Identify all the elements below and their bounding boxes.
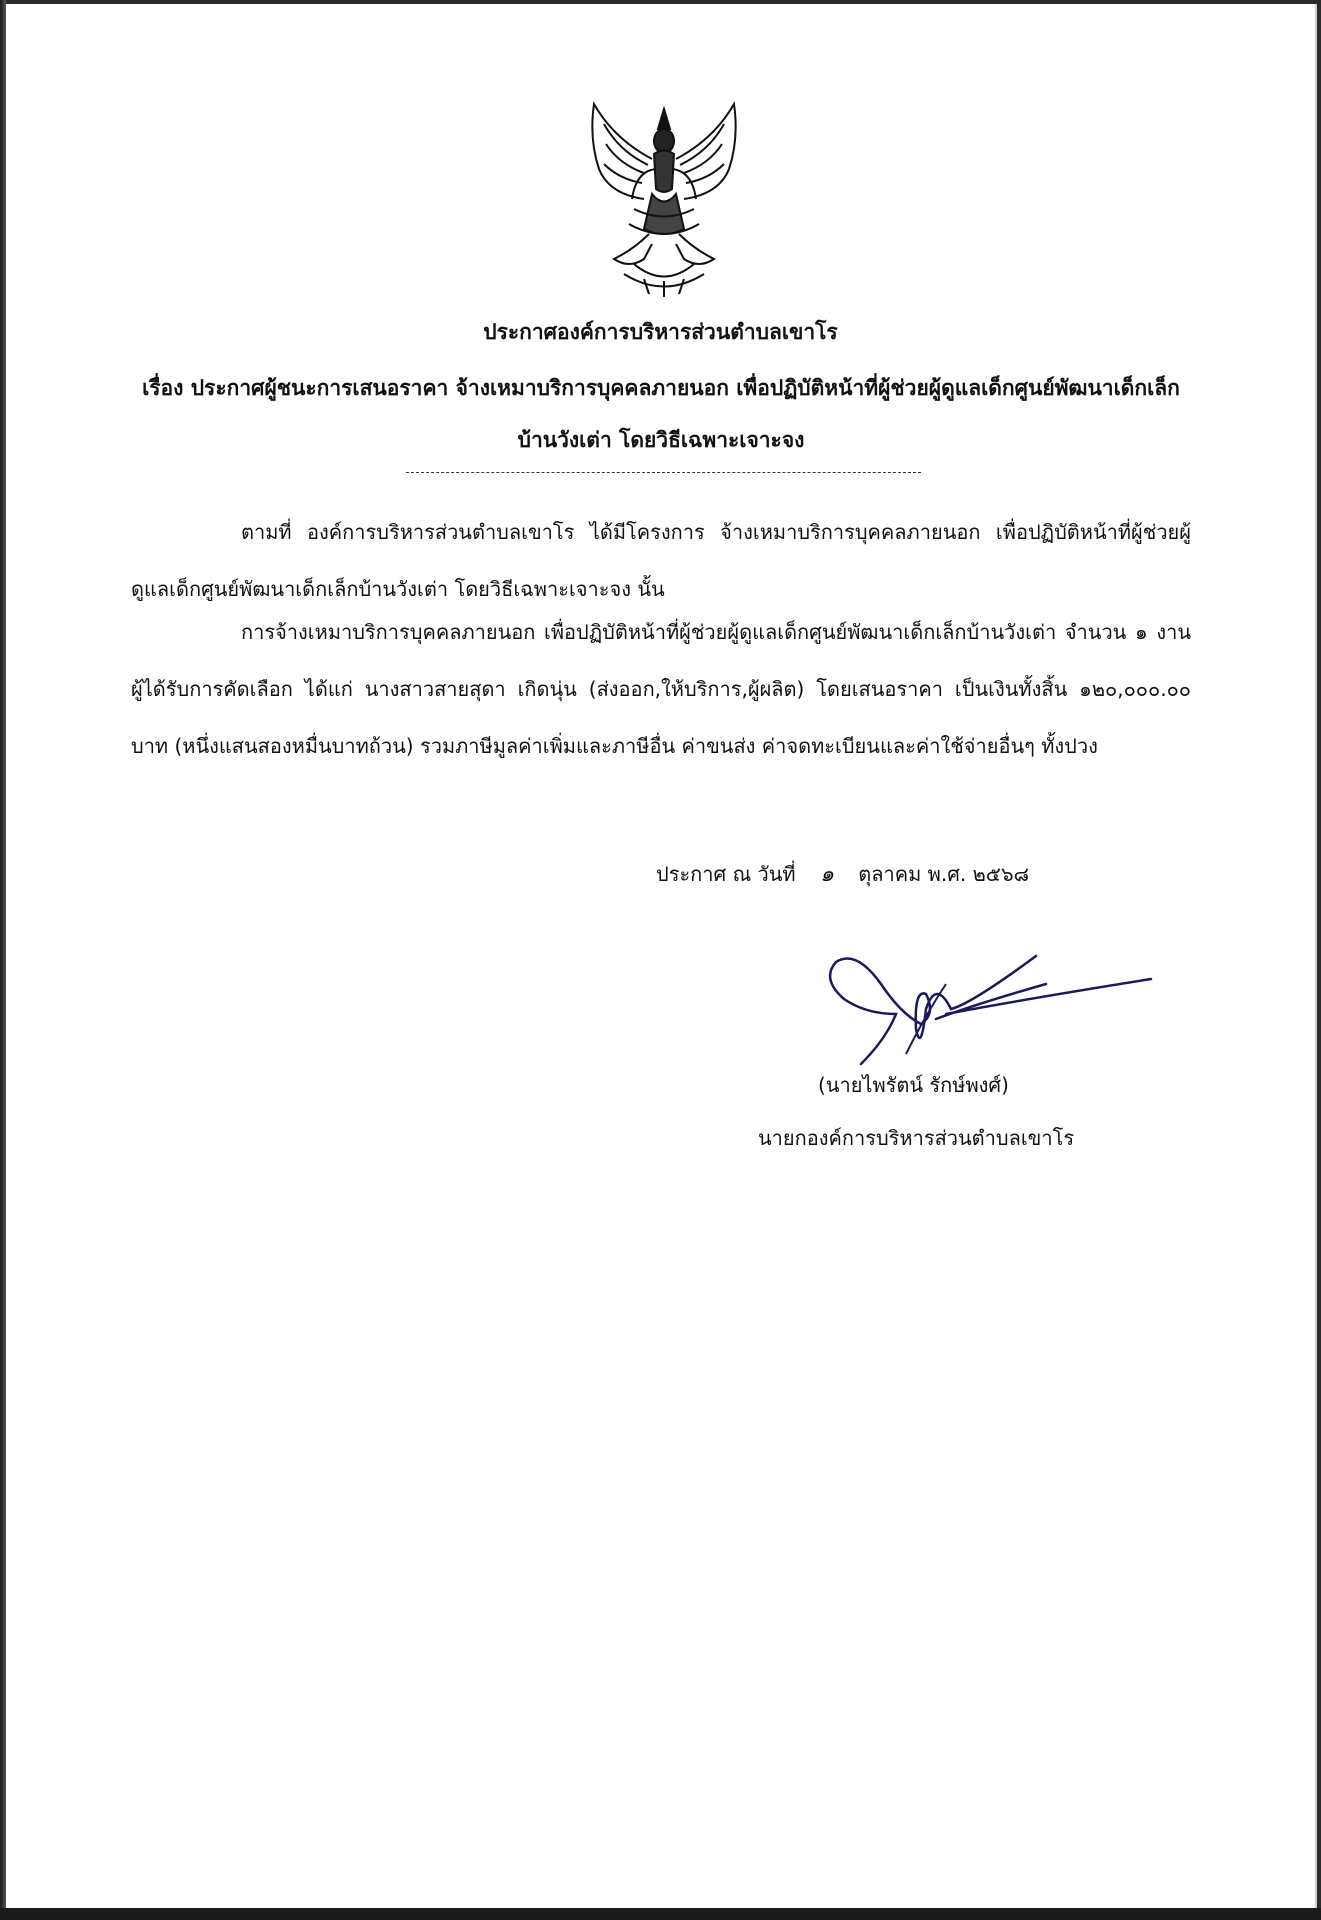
date-month-year: ตุลาคม พ.ศ. ๒๕๖๘ [858,862,1030,886]
document-page [6,4,1317,1908]
handwritten-signature [826,944,1166,1074]
organization-title: ประกาศองค์การบริหารส่วนตำบลเขาโร [483,320,838,344]
scan-bottom-edge [0,1908,1321,1920]
announcement-date [656,856,1176,891]
signatory-position: นายกองค์การบริหารส่วนตำบลเขาโร [758,1126,1075,1150]
body-paragraph-2: การจ้างเหมาบริการบุคคลภายนอก เพื่อปฏิบัติหน้าที่ผู้ช่วยผู้ดูแลเด็กศูนย์พัฒนาเด็กเล็กบ้านวังเต่า จำนวน ๑ งาน ผู้ได้รับการคัดเลือก ได้แก่ นางสาวสายสุดา เกิดนุ่น (ส่งออก,ให้บริการ,ผู้ผลิต) โดยเสนอราคา เป็นเงินทั้งสิ้น ๑๒๐,๐๐๐.๐๐ บาท (หนึ่งแสนสองหมื่นบาทถ้วน) รวมภาษีมูลค่าเพิ่มและภาษีอื่น ค่าขนส่ง ค่าจดทะเบียนและค่าใช้จ่ายอื่นๆ ทั้งปวง [131,620,1191,758]
date-prefix: ประกาศ ณ วันที่ [656,862,796,886]
signatory-name: (นายไพรัตน์ รักษ์พงศ์) [818,1073,1009,1097]
garuda-emblem-icon [574,99,754,299]
body-paragraph-1: ตามที่ องค์การบริหารส่วนตำบลเขาโร ได้มีโครงการ จ้างเหมาบริการบุคคลภายนอก เพื่อปฏิบัติหน้าที่ผู้ช่วยผู้ดูแลเด็กศูนย์พัฒนาเด็กเล็กบ้านวังเต่า โดยวิธีเฉพาะเจาะจง นั้น [131,520,1191,601]
subject-line: เรื่อง ประกาศผู้ชนะการเสนอราคา จ้างเหมาบริการบุคคลภายนอก เพื่อปฏิบัติหน้าที่ผู้ช่วยผู้ดูแลเด็กศูนย์พัฒนาเด็กเล็กบ้านวังเต่า โดยวิธีเฉพาะเจาะจง [142,376,1180,452]
date-day: ๑ [819,862,834,887]
dashed-divider [406,472,921,473]
